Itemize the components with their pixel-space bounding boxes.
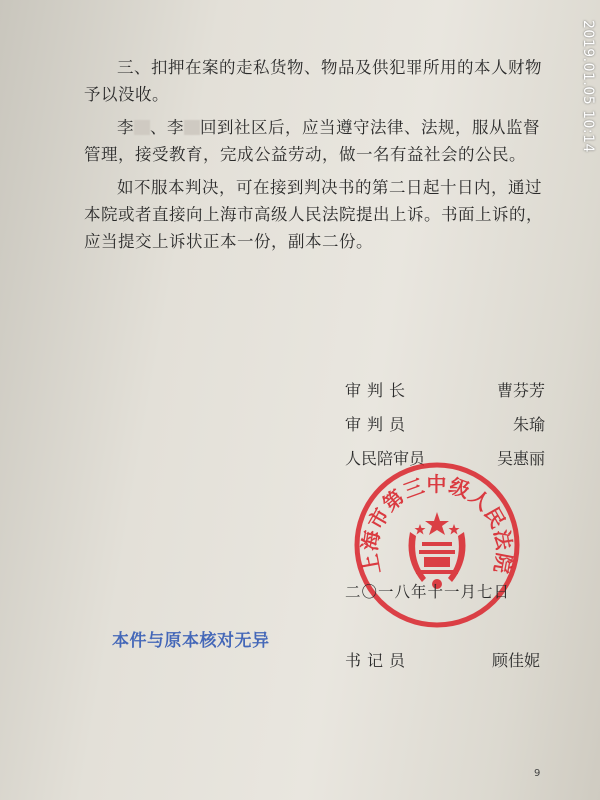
photo-timestamp: 2019.01.05 10:14 xyxy=(580,20,596,153)
signature-clerk xyxy=(345,648,540,671)
signature-role: 审判长 xyxy=(345,381,412,400)
national-emblem-icon xyxy=(409,512,466,589)
page-number: 9 xyxy=(534,768,541,779)
signature-role: 人民陪审员 xyxy=(345,449,426,468)
clerk-role: 书记员 xyxy=(345,651,412,670)
community-text: 回到社区后，应当遵守法律、法规，服从监督管理，接受教育，完成公益劳动，做一名有益社会的公民。 xyxy=(84,118,540,164)
judgment-date: 二〇一八年十一月七日 xyxy=(345,583,511,601)
redaction-mark xyxy=(184,120,200,135)
copy-verified-stamp: 本件与原本核对无异 xyxy=(112,631,270,651)
paragraph-appeal: 如不服本判决，可在接到判决书的第二日起十日内，通过本院或者直接向上海市高级人民法院提出上诉。书面上诉的，应当提交上诉状正本一份，副本二份。 xyxy=(84,178,543,251)
signature-role: 审判员 xyxy=(345,415,412,434)
court-seal xyxy=(352,460,522,630)
clerk-name: 顾佳妮 xyxy=(491,651,540,670)
signature-name: 曹芬芳 xyxy=(496,381,545,400)
judgment-body xyxy=(84,54,554,261)
paragraph-community xyxy=(84,114,554,168)
paragraph-confiscation: 三、扣押在案的走私货物、物品及供犯罪所用的本人财物予以没收。 xyxy=(84,58,542,104)
defendant-name-1: 李 xyxy=(117,118,134,137)
defendant-name-2: 、李 xyxy=(150,118,184,137)
redaction-mark xyxy=(134,120,150,135)
signature-presiding-judge xyxy=(345,378,545,401)
signature-judge xyxy=(345,412,545,435)
svg-text:上海市第三中级人民法院: 上海市第三中级人民法院 xyxy=(357,472,517,577)
signature-name: 朱瑜 xyxy=(512,415,545,434)
signature-name: 吴惠丽 xyxy=(496,449,545,468)
